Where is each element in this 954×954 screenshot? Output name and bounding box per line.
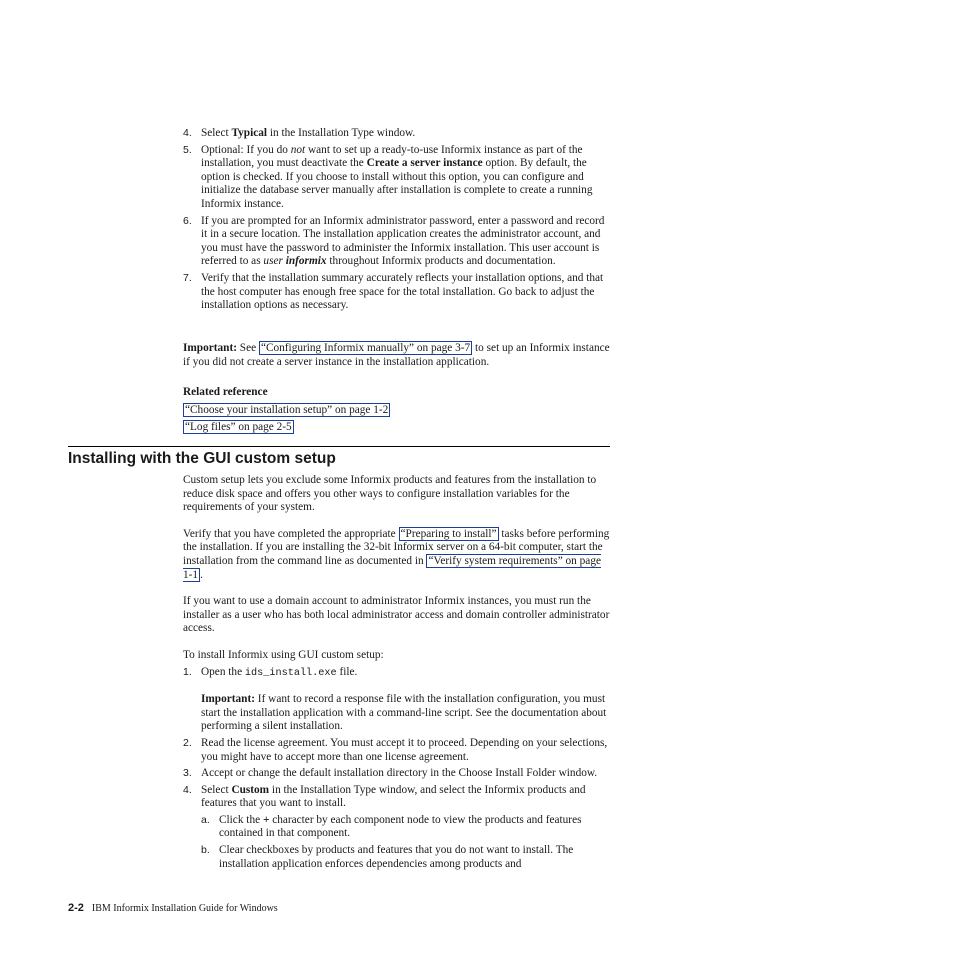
custom-step-2: 2. Read the license agreement. You must accept it to proceed. Depending on your selections, you might have to accept more than one license agreement. <box>183 736 608 763</box>
step-number: 1. <box>183 665 192 678</box>
step-number: 2. <box>183 736 192 749</box>
choose-setup-link[interactable]: “Choose your installation setup” on page 1-2 <box>185 403 389 416</box>
important-note: Important: See “Configuring Informix manually” on page 3-7 to set up an Informix instance if you did not create a server instance in the installation application. <box>183 342 610 368</box>
important-label: Important: <box>183 342 237 354</box>
installer-filename: ids_install.exe <box>244 667 337 679</box>
custom-step-3: 3. Accept or change the default installation directory in the Choose Install Folder window. <box>183 767 598 780</box>
substep-b: b. Clear checkboxes by products and features that you do not want to install. The installation application enforces dependencies among products and <box>201 844 574 870</box>
configuring-informix-link[interactable]: “Configuring Informix manually” on page 3-7 <box>260 342 471 354</box>
substep-letter: b. <box>201 844 210 857</box>
substep-list <box>201 814 613 871</box>
section-divider <box>68 446 610 447</box>
custom-step-4: 4. Select Custom in the Installation Type window, and select the Informix products and features that you want to install. <box>183 783 586 810</box>
section-title: Installing with the GUI custom setup <box>68 450 336 467</box>
top-step-list <box>183 127 611 313</box>
ui-term-custom: Custom <box>231 783 270 796</box>
step-5: 5. Optional: If you do not want to set up a ready-to-use Informix instance as part of the installation, you must deactivate the Create a server instance option. By default, the option is checked. If you choose to install without this option, you can configure and initialize the database server manually after installation is complete to create a running Informix instance. <box>183 143 593 210</box>
important-label: Important: <box>201 693 255 706</box>
step-4: 4. Select Typical in the Installation Type window. <box>183 127 416 139</box>
section-body <box>183 474 613 871</box>
step-number: 3. <box>183 767 192 780</box>
custom-step-1: 1. Open the ids_install.exe file. <box>183 665 358 679</box>
step-6: 6. If you are prompted for an Informix administrator password, enter a password and record it in a secure location. The installation application creates the administrator account, and you must have the password to administer the Informix installation. This user account is referred to as user informix throughout Informix products and documentation. <box>183 214 605 268</box>
step-number: 7. <box>183 271 192 284</box>
step-7: 7. Verify that the installation summary accurately reflects your installation options, and that the host computer has enough free space for the total installation. Go back to adjust the installation options as necessary. <box>183 271 604 312</box>
ui-term-create-server-instance: Create a server instance <box>366 157 483 170</box>
verify-requirements-link[interactable]: “Verify system requirements” on page 1-1 <box>183 554 601 581</box>
intro-paragraph: Custom setup lets you exclude some Informix products and features from the installation to reduce disk space and offers you other ways to configure installation variables for the requirements of your system. <box>183 474 597 514</box>
domain-account-paragraph: If you want to use a domain account to administrator Informix instances, you must run the installer as a user who has both local administrator access and domain controller administrator access. <box>183 595 610 635</box>
page-footer <box>68 902 278 915</box>
step-number: 4. <box>183 127 192 139</box>
verify-paragraph: Verify that you have completed the appropriate “Preparing to install” tasks before performing the installation. If you are installing the 32-bit Informix server on a 64-bit computer, start the installation from the command line as documented in “Verify system requirements” on page 1-1 . <box>183 527 610 581</box>
log-files-link[interactable]: “Log files” on page 2-5 <box>185 421 292 434</box>
step-number: 5. <box>183 143 192 156</box>
procedure-intro: To install Informix using GUI custom setup: <box>183 648 384 661</box>
step-number: 6. <box>183 214 192 227</box>
page-number: 2-2 <box>68 902 84 914</box>
preparing-install-link[interactable]: “Preparing to install” <box>400 527 497 540</box>
ui-term-typical: Typical <box>231 127 268 139</box>
related-reference <box>183 386 611 435</box>
substep-a: a. Click the + character by each component node to view the products and features contained in that component. <box>201 813 582 840</box>
important-note-2: Important: If want to record a response file with the installation configuration, you must start the installation application with a command-line script. See the documentation about performing a silent installation. <box>201 693 607 733</box>
related-heading: Related reference <box>183 386 268 398</box>
step-number: 4. <box>183 783 192 796</box>
book-title: IBM Informix Installation Guide for Windows <box>91 903 278 914</box>
substep-letter: a. <box>201 813 210 826</box>
